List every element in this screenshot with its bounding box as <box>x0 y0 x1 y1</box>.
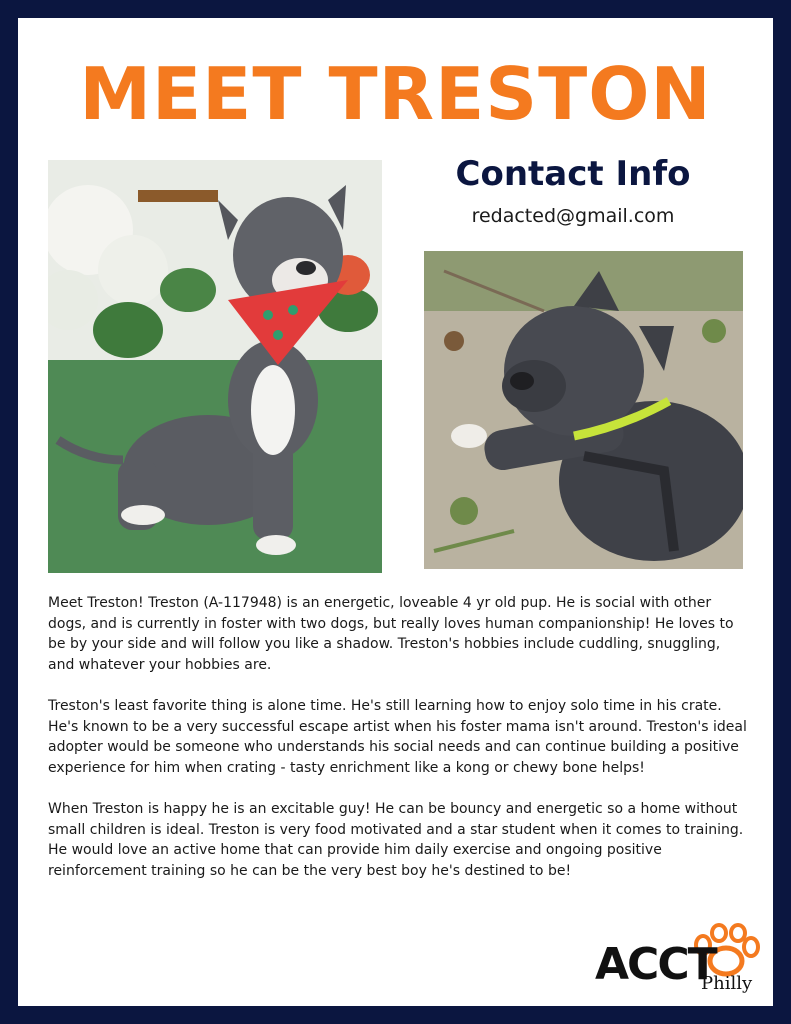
description-paragraph: Meet Treston! Treston (A-117948) is an energetic, loveable 4 yr old pup. He is social with other dogs, and is currently in foster with two dogs, but really loves human companionship! He loves to be by your side and will follow you like a shadow. Treston's hobbies include cuddling, snuggling, and whatever your hobbies are. <box>48 595 734 673</box>
page-title: MEET TRESTON <box>79 52 712 136</box>
description-paragraph: Treston's least favorite thing is alone time. He's still learning how to enjoy solo time in his crate. He's known to be a very successful escape artist when his foster mama isn't around. Treston's ideal adopter would be someone who understands his social needs and can continue building a positive experience for him when crating - tasty enrichment like a kong or chewy bone helps! <box>48 698 747 776</box>
contact-title: Contact Info <box>455 154 691 194</box>
logo-main-text: ACCT <box>595 939 716 990</box>
logo-sub-text: Philly <box>701 973 753 994</box>
contact-email: redacted@gmail.com <box>471 205 675 227</box>
acct-philly-logo <box>593 923 768 1003</box>
description <box>48 593 748 902</box>
dog-photo-lying <box>424 251 743 569</box>
flyer-page <box>18 18 773 1006</box>
dog-photo-sitting <box>48 160 382 573</box>
description-paragraph: When Treston is happy he is an excitable guy! He can be bouncy and energetic so a home without small children is ideal. Treston is very food motivated and a star student when it comes to training. He would love an active home that can provide him daily exercise and ongoing positive reinforcement training so he can be the very best boy he's destined to be! <box>48 801 744 879</box>
